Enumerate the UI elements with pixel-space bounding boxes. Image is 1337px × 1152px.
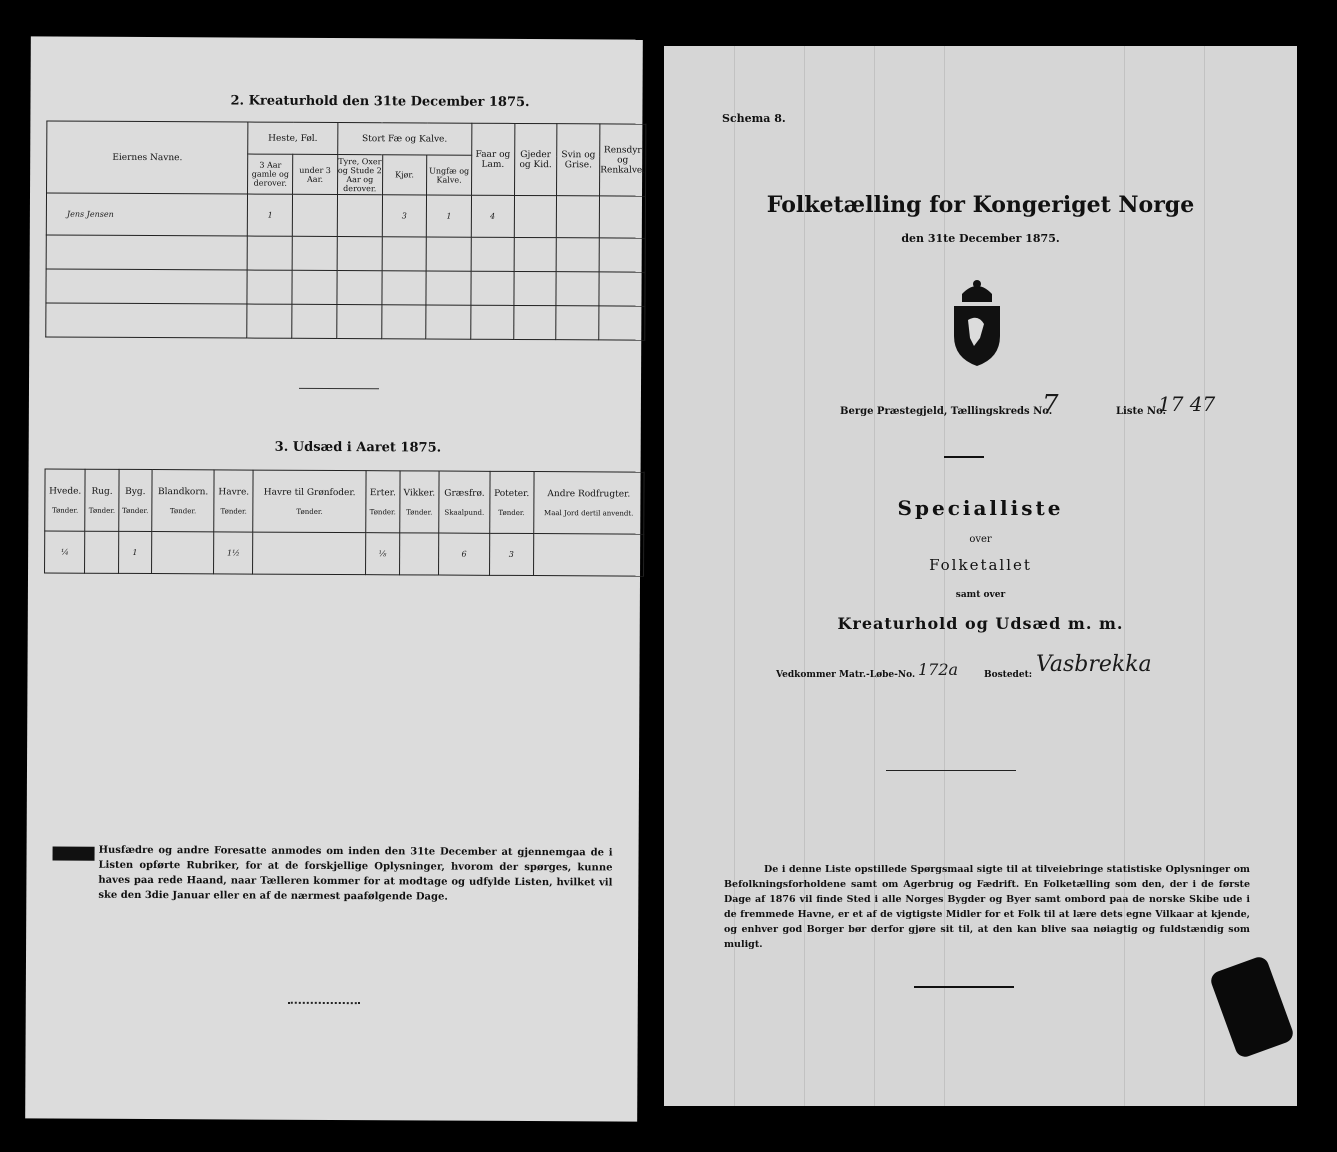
schema-label: Schema 8. [722,112,786,125]
seed-header-name: Vikker. [403,487,436,499]
seed-value [152,532,215,574]
seed-value: ⅛ [366,533,399,575]
parish-label: Berge Præstegjeld, Tællingskreds No. [840,406,1053,417]
right-page [664,46,1297,1106]
header-sheep: Faar og Lam. [471,123,514,195]
sheep-value: 4 [471,195,514,237]
cows-value: 3 [382,195,427,237]
header-cows: Kjør. [382,155,427,195]
header-reindeer: Rensdyr og Renkalve. [600,124,646,196]
header-bulls: Tyre, Oxer og Stude 2 Aar og derover. [337,155,382,195]
table-row [45,531,644,576]
young-cattle-value: 1 [426,195,471,237]
bosted-label: Bostedet: [984,670,1033,680]
seed-header [399,471,439,533]
kreaturhold-heading: Kreaturhold og Udsæd m. m. [837,614,1124,633]
seed-header [366,471,400,533]
owner-name: Jens Jensen [46,193,248,236]
seed-value [253,532,366,575]
folketallet-heading: Folketallet [929,556,1032,574]
table-row [46,193,645,238]
main-title: Folketælling for Kongeriget Norge [766,192,1195,218]
horses-young-value [292,194,337,236]
table-row [46,269,645,306]
coat-of-arms-icon [948,276,1006,368]
seed-header-unit: Tønder. [88,506,116,515]
seed-header [253,470,366,533]
seed-header-unit: Tønder. [220,506,247,516]
seed-header-name: Blandkorn. [158,486,209,497]
header-pigs: Svin og Grise. [557,124,600,196]
seed-header-name: Hvede. [49,486,82,497]
liste-label: Liste No. [1116,406,1167,417]
seed-value [85,531,118,573]
kreds-number: 7 [1042,390,1059,420]
header-cattle: Stort Fæ og Kalve. [338,123,472,156]
date-line: den 31te December 1875. [901,232,1060,245]
seed-header [118,469,152,531]
header-owner: Eiernes Navne. [47,121,249,194]
header-young-cattle: Ungfæ og Kalve. [427,155,472,195]
matr-label: Vedkommer Matr.-Løbe-No. [776,670,916,680]
seed-value: 1 [118,531,151,573]
section3-title: 3. Udsæd i Aaret 1875. [274,439,442,456]
livestock-table [45,120,646,340]
seed-value [399,533,439,575]
seed-header [152,470,215,532]
seed-header [214,470,253,532]
header-horses-old: 3 Aar gamle og derover. [248,154,293,194]
seed-header [489,471,533,533]
divider [944,456,984,458]
seed-header-unit: Tønder. [406,507,433,517]
seed-header-unit: Tønder. [122,506,149,515]
divider [914,986,1014,988]
seed-header-unit: Tønder. [369,507,396,516]
seed-value [533,534,643,577]
goats-value [514,195,557,237]
divider [299,388,379,389]
seed-header-name: Erter. [369,487,396,498]
section2-title: 2. Kreaturhold den 31te December 1875. [230,93,530,111]
liste-number: 17 47 [1158,392,1216,416]
reindeer-value [599,196,645,238]
seed-value: ¼ [45,531,86,573]
seed-header-unit: Tønder. [498,508,525,517]
seed-header-unit: Tønder. [296,507,323,516]
seed-header-name: Poteter. [494,488,530,499]
seed-value: 3 [489,533,533,575]
seed-header-name: Græsfrø. [444,488,485,499]
seed-header-name: Havre. [218,486,250,498]
seed-header [439,471,490,533]
seed-table [44,468,645,576]
seed-header-name: Havre til Grønfoder. [263,487,356,498]
seed-header-unit: Skaalpund. [444,508,485,517]
seed-value: 6 [439,533,490,575]
notice-text: Husfædre og andre Foresatte anmodes om inden den 31te December at gjennemgaa de i Listen opførte Rubriker, for at de forskjellige Oplysninger, hvorom der spørges, kunne haves paa rede Haand, naar Tælleren kommer for at modtage og udfylde Listen, hvilket vil ske den 3die Januar eller en af de nærmest paafølgende Dage. [98,844,613,903]
seed-header-unit: Maal Jord dertil anvendt. [544,508,634,518]
seed-value: 1½ [214,532,253,574]
header-horses: Heste, Føl. [248,122,338,154]
header-horses-young: under 3 Aar. [293,154,338,194]
bulls-value [337,195,382,237]
specialliste-heading: Specialliste [897,496,1064,520]
seed-header [85,469,119,531]
seed-header-unit: Tønder. [169,506,197,515]
pigs-value [557,196,600,238]
matr-number: 172a [918,660,959,679]
seed-header-name: Rug. [91,486,113,497]
table-row [46,235,645,272]
seed-header [45,469,86,531]
over-label: over [969,534,992,545]
divider [288,1002,360,1004]
seed-header-unit: Tønder. [51,506,79,515]
header-goats: Gjeder og Kid. [514,123,557,195]
divider [886,770,1016,771]
seed-header-name: Andre Rodfrugter. [547,488,631,500]
table-row [46,303,645,340]
seed-header [534,472,645,535]
bosted-value: Vasbrekka [1036,652,1152,677]
seed-header-name: Byg. [125,486,146,497]
pointing-hand-icon [53,847,95,861]
explanation-text: De i denne Liste opstillede Spørgsmaal sigte til at tilveiebringe statistiske Oplysninger om Befolkningsforholdene samt om Agerbrug og Fædrift. En Folketælling som den, der i de første Dage af 1876 vil finde Sted i alle Norges Bygder og Byer samt ombord paa de norske Skibe ude i de fremmede Havne, er et af de vigtigste Midler for et Folk til at lære dets egne Vilkaar at kjende, og enhver god Borger bør derfor gjøre sit til, at den kan blive saa nøiagtig og fuldstændig som muligt. [724,864,1250,950]
horses-old-value: 1 [248,194,293,236]
samt-over-label: samt over [955,590,1006,600]
left-page [25,36,646,1121]
